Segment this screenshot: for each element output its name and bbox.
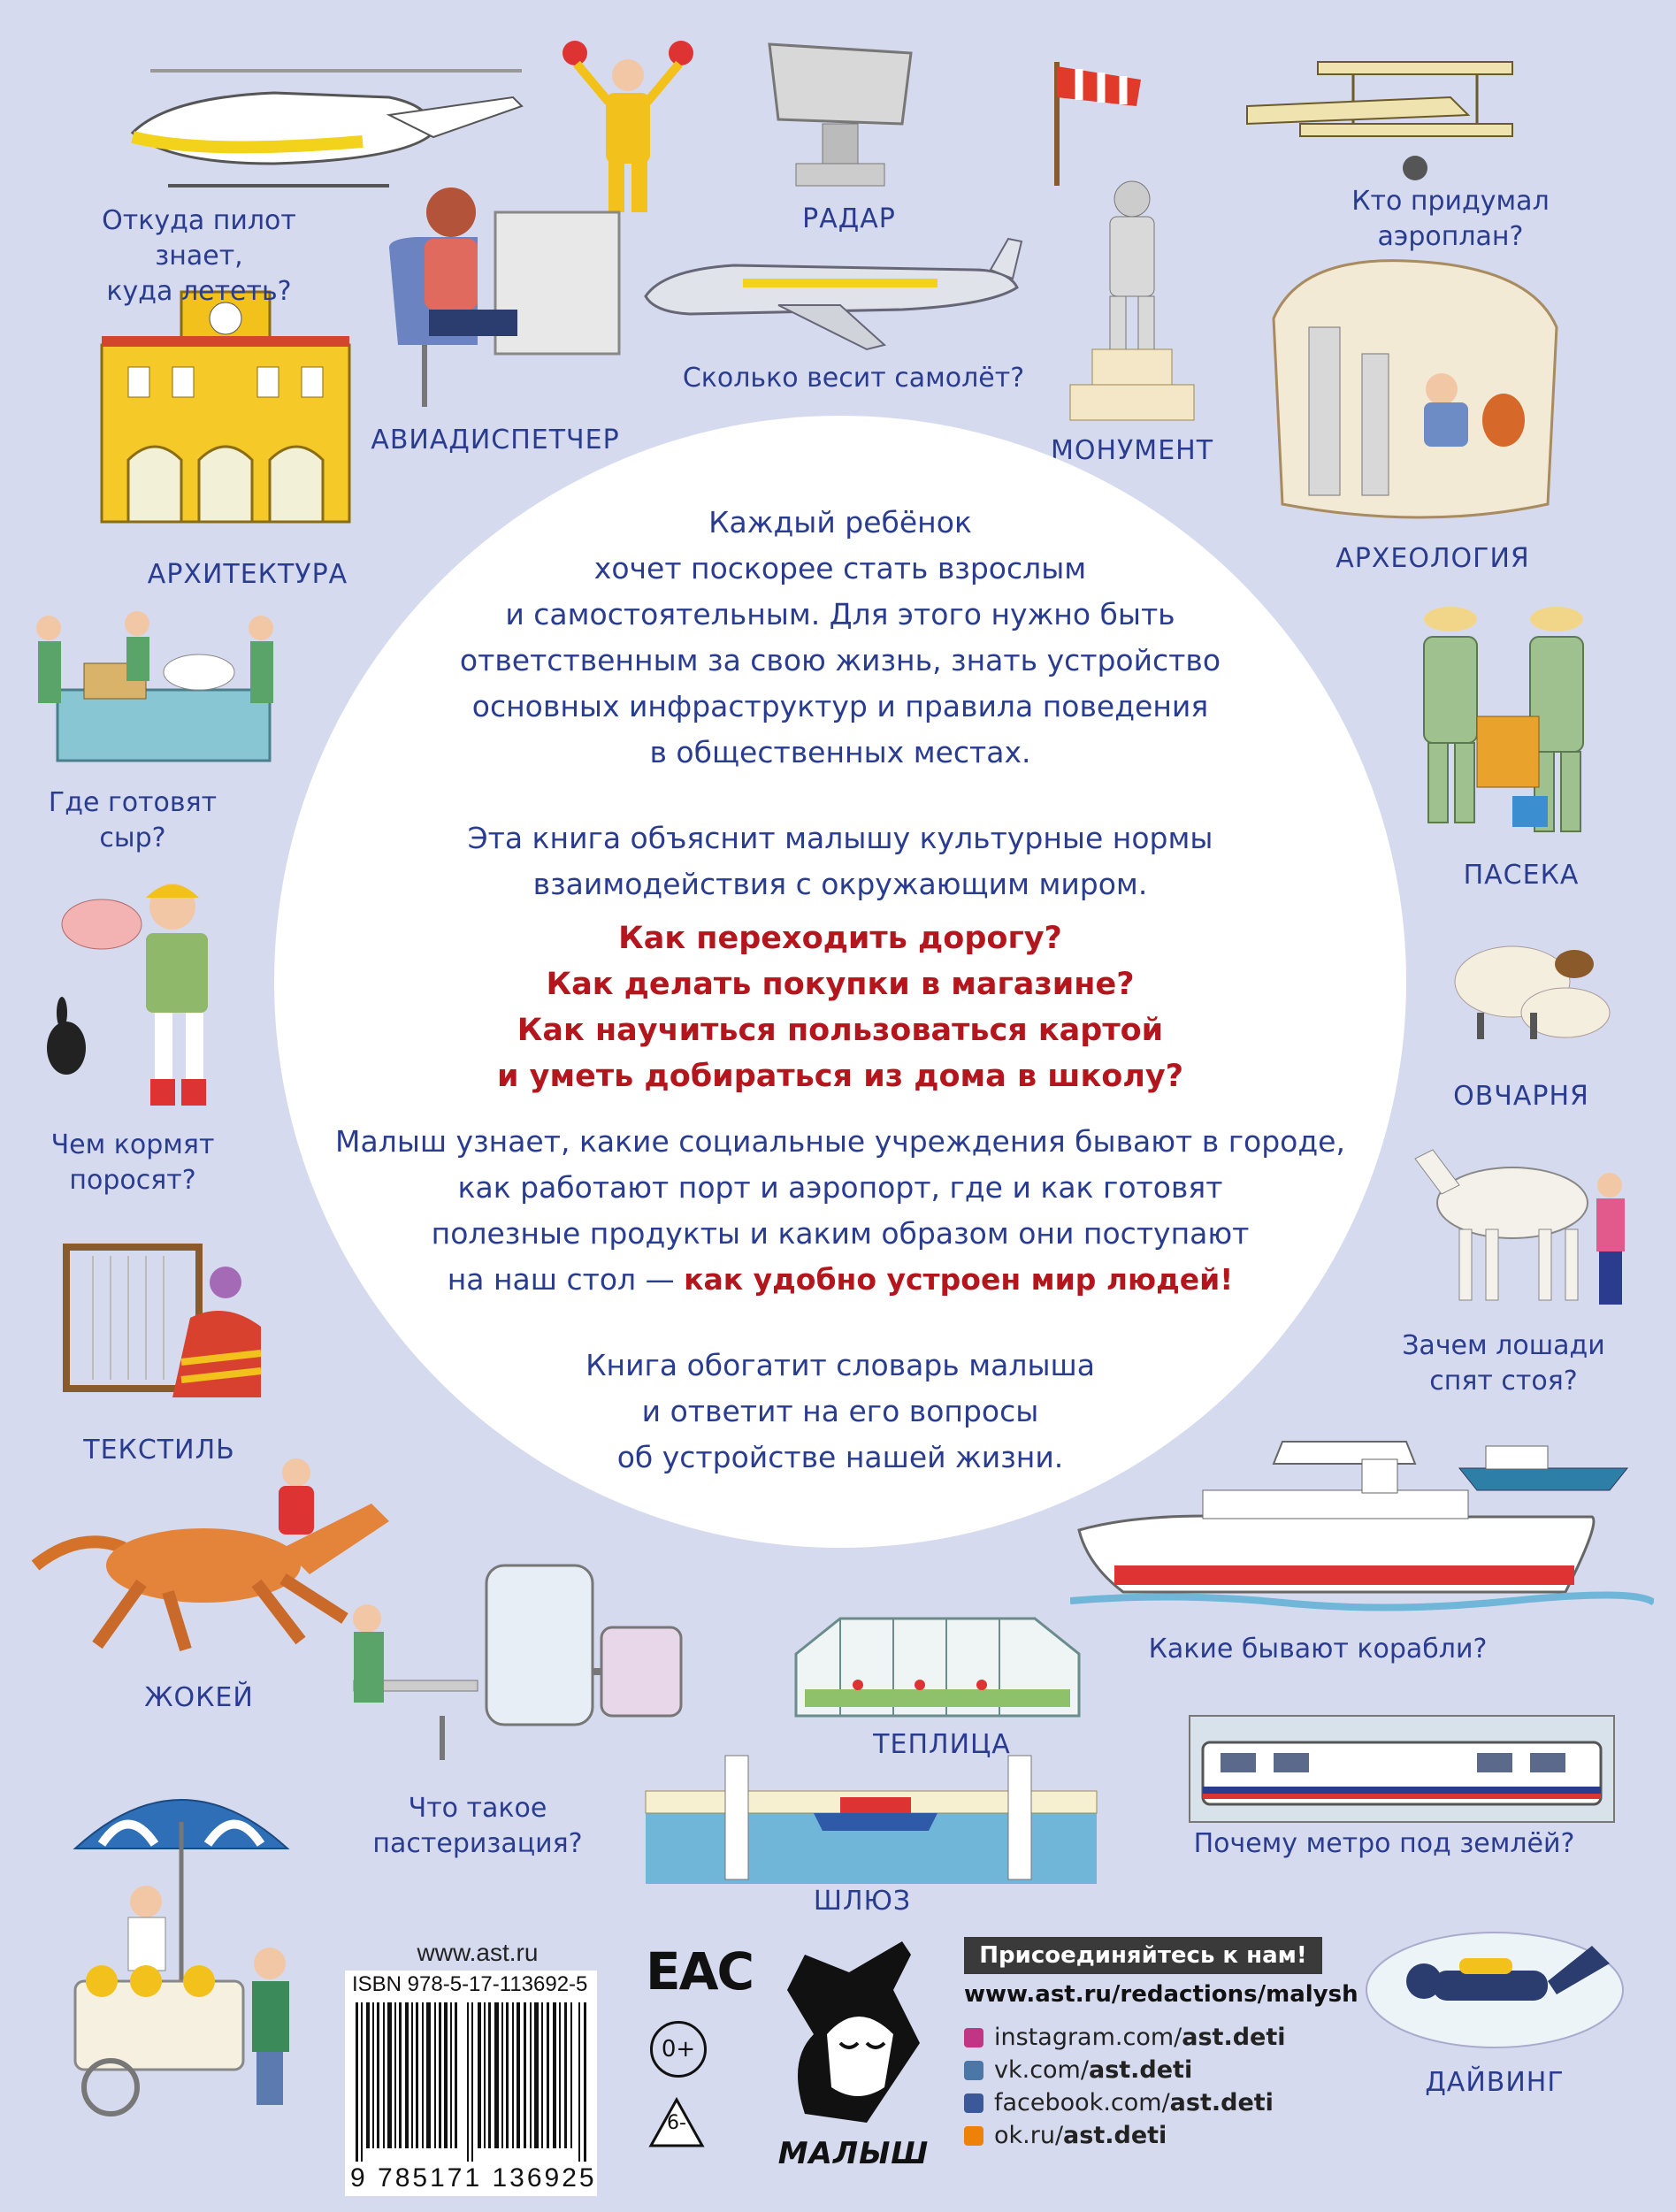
pasteurization-illustration xyxy=(336,1548,708,1769)
diver-illustration xyxy=(1362,1919,1636,2052)
publisher-logo-icon xyxy=(778,1937,929,2132)
lock-illustration xyxy=(637,1751,1106,1893)
archaeology-illustration xyxy=(1265,248,1565,531)
airliner-illustration xyxy=(637,234,1026,367)
label-diving: ДАЙВИНГ xyxy=(1425,2067,1565,2098)
publisher-name: МАЛЫШ xyxy=(777,2136,930,2171)
social-link-odnoklassniki[interactable]: ok.ru/ast.deti xyxy=(964,2122,1167,2149)
label-ships-question: Какие бывают корабли? xyxy=(1148,1634,1488,1665)
social-link-facebook[interactable]: facebook.com/ast.deti xyxy=(964,2089,1274,2116)
isbn-text: ISBN 978-5-17-113692-5 xyxy=(352,1972,588,1996)
label-pasteurization-question: Что такое пастеризация? xyxy=(372,1793,583,1859)
apiary-illustration xyxy=(1406,584,1619,849)
icecream-vendor-illustration xyxy=(49,1769,314,2123)
label-lock: ШЛЮЗ xyxy=(813,1886,912,1917)
vk-icon xyxy=(964,2061,983,2080)
label-airplane-question: Кто придумал аэроплан? xyxy=(1351,186,1550,252)
greenhouse-illustration xyxy=(787,1601,1088,1725)
label-pilot-question: Откуда пилот знает, куда лететь? xyxy=(102,205,296,307)
piglet-girl-illustration xyxy=(31,871,234,1119)
label-jockey: ЖОКЕЙ xyxy=(144,1682,254,1713)
label-archaeology: АРХЕОЛОГИЯ xyxy=(1335,543,1530,574)
cheese-factory-illustration xyxy=(22,601,305,778)
monument-illustration xyxy=(1057,172,1207,429)
label-textile: ТЕКСТИЛЬ xyxy=(83,1435,235,1466)
metro-illustration xyxy=(1185,1707,1619,1831)
loom-illustration xyxy=(49,1229,270,1415)
barcode-image xyxy=(356,2002,587,2162)
age-rating-badge: 0+ xyxy=(650,2021,707,2078)
label-architecture: АРХИТЕКТУРА xyxy=(147,559,348,590)
barcode-block xyxy=(345,1971,597,2196)
label-plane-weight-question: Сколько весит самолёт? xyxy=(682,363,1025,394)
site-link[interactable]: www.ast.ru xyxy=(417,1939,539,1966)
odnoklassniki-icon xyxy=(964,2126,983,2146)
questions-block: Как переходить дорогу? Как делать покупки в магазине? Как научиться пользоваться картой и уметь добираться из дома в школу? xyxy=(496,921,1184,1094)
social-link-instagram[interactable]: instagram.com/ast.deti xyxy=(964,2024,1286,2051)
label-apiary: ПАСЕКА xyxy=(1463,860,1580,891)
label-greenhouse: ТЕПЛИЦА xyxy=(873,1729,1011,1760)
label-monument: МОНУМЕНТ xyxy=(1050,435,1214,466)
sheep-illustration xyxy=(1442,929,1619,1052)
instagram-icon xyxy=(964,2028,983,2047)
label-dispatcher: АВИАДИСПЕТЧЕР xyxy=(371,425,620,455)
join-url-link[interactable]: www.ast.ru/redactions/malysh xyxy=(964,1981,1358,2008)
label-piglets-question: Чем кормят поросят? xyxy=(50,1129,215,1196)
intro-paragraph: Каждый ребёнок хочет поскорее стать взрослым и самостоятельным. Для этого нужно быть ответственным за свою жизнь, знать устройство основных инфраструктур и правила поведения в общественных местах. xyxy=(459,505,1221,769)
biplane-illustration xyxy=(1238,44,1539,195)
learning-paragraph: Малыш узнает, какие социальные учреждения бывают в городе, как работают порт и аэропорт, где и как готовят полезные продукты и каким образом они поступают на наш стол — как удобно устроен мир людей! xyxy=(335,1124,1345,1297)
join-us-banner: Присоединяйтесь к нам! xyxy=(964,1937,1322,1974)
label-horses-question: Зачем лошади спят стоя? xyxy=(1402,1330,1605,1397)
label-sheepfold: ОВЧАРНЯ xyxy=(1453,1081,1589,1112)
radar-illustration xyxy=(761,35,920,195)
closing-paragraph: Книга обогатит словарь малыша и ответит на его вопросы об устройстве нашей жизни. xyxy=(585,1348,1095,1474)
eac-mark: EAC xyxy=(646,1941,754,2002)
barcode-digits: 9 785171 136925 xyxy=(350,2163,597,2193)
book-purpose-paragraph: Эта книга объяснит малышу культурные нормы взаимодействия с окружающим миром. xyxy=(467,821,1213,901)
label-cheese-question: Где готовят сыр? xyxy=(48,787,218,853)
label-metro-question: Почему метро под землёй? xyxy=(1193,1828,1575,1859)
horse-illustration xyxy=(1406,1123,1636,1318)
label-radar: РАДАР xyxy=(802,203,896,234)
age-warning-text: 6- xyxy=(667,2112,686,2134)
facebook-icon xyxy=(964,2093,983,2113)
dispatcher-illustration xyxy=(380,168,628,416)
social-link-vk[interactable]: vk.com/ast.deti xyxy=(964,2056,1192,2084)
